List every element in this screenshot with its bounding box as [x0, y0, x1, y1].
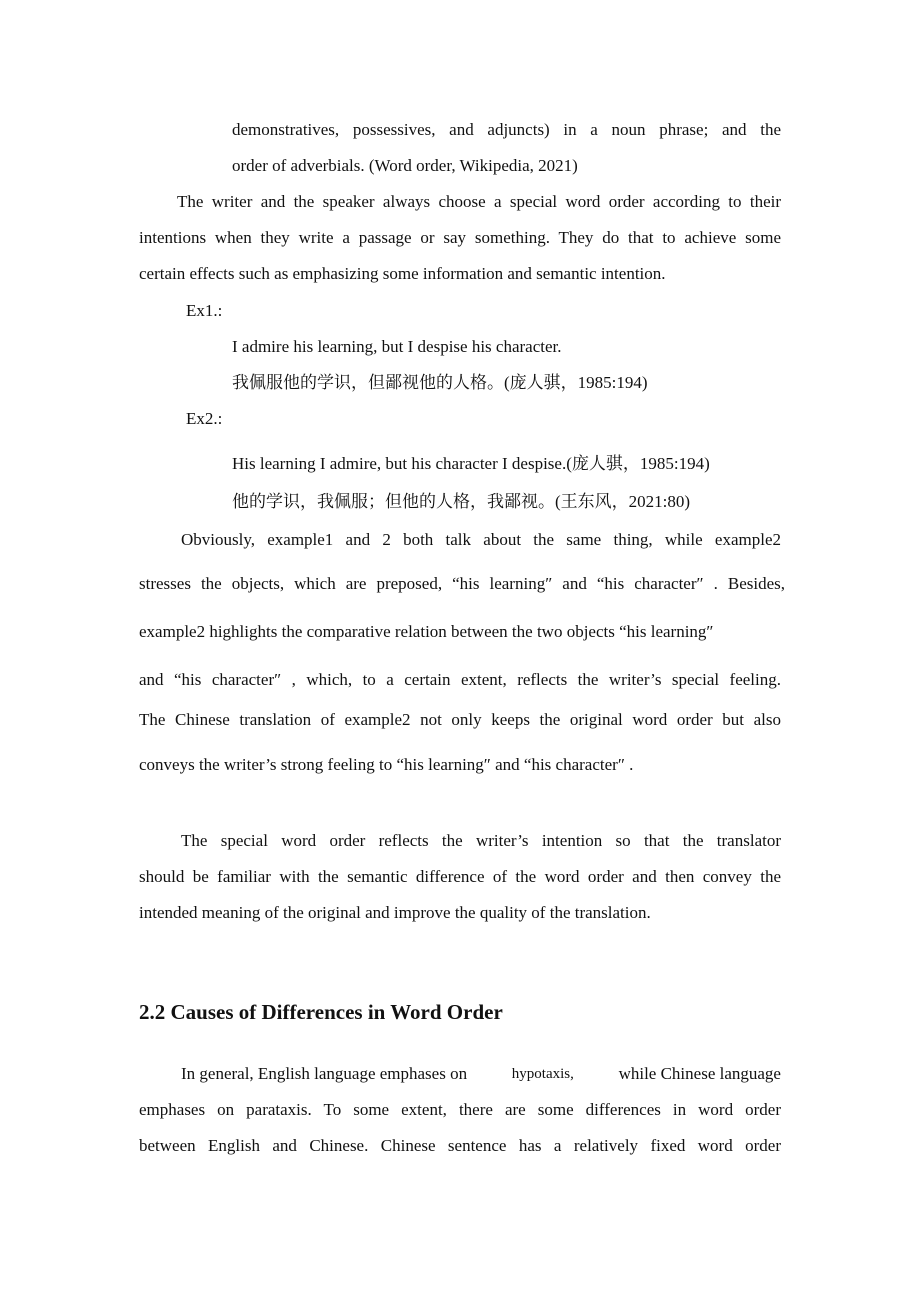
text-segment: while Chinese language — [618, 1064, 781, 1083]
text-line: certain effects such as emphasizing some information and semantic intention. — [139, 264, 666, 283]
example-english: His learning I admire, but his character I despise.(庞人骐，1985:194) — [232, 454, 710, 473]
text-line: stresses the objects, which are preposed, “his learning″ and “his character″ . Besides, — [139, 574, 785, 593]
text-line: The Chinese translation of example2 not only keeps the original word order but also — [139, 710, 781, 729]
text-line: emphases on parataxis. To some extent, there are some differences in word order — [139, 1100, 781, 1119]
text-line: The writer and the speaker always choose a special word order according to their — [177, 192, 781, 211]
section-heading: 2.2 Causes of Differences in Word Order — [139, 1000, 503, 1024]
text-line — [181, 1063, 781, 1085]
text-line: Obviously, example1 and 2 both talk about the same thing, while example2 — [181, 530, 781, 549]
example-chinese: 我佩服他的学识，但鄙视他的人格。(庞人骐，1985:194) — [232, 373, 648, 392]
text-line: example2 highlights the comparative relation between the two objects “his learning″ — [139, 622, 714, 641]
example-label: Ex1.: — [186, 301, 223, 320]
text-line: The special word order reflects the writer’s intention so that the translator — [181, 831, 781, 850]
text-line: intended meaning of the original and improve the quality of the translation. — [139, 903, 651, 922]
text-line: between English and Chinese. Chinese sentence has a relatively fixed word order — [139, 1136, 781, 1155]
text-line: intentions when they write a passage or say something. They do that to achieve some — [139, 228, 781, 247]
text-line: should be familiar with the semantic difference of the word order and then convey the — [139, 867, 781, 886]
example-label: Ex2.: — [186, 409, 223, 428]
example-chinese: 他的学识，我佩服；但他的人格，我鄙视。(王东风，2021:80) — [232, 492, 691, 511]
text-segment: hypotaxis, — [511, 1066, 574, 1082]
text-line: conveys the writer’s strong feeling to “his learning″ and “his character″ . — [139, 755, 634, 774]
example-english: I admire his learning, but I despise his character. — [232, 337, 562, 356]
text-line: demonstratives, possessives, and adjuncts) in a noun phrase; and the — [232, 120, 781, 139]
text-line: and “his character″ , which, to a certain extent, reflects the writer’s special feeling. — [139, 670, 781, 689]
text-line: order of adverbials. (Word order, Wikipedia, 2021) — [232, 156, 578, 175]
text-segment: In general, English language emphases on — [181, 1064, 468, 1083]
